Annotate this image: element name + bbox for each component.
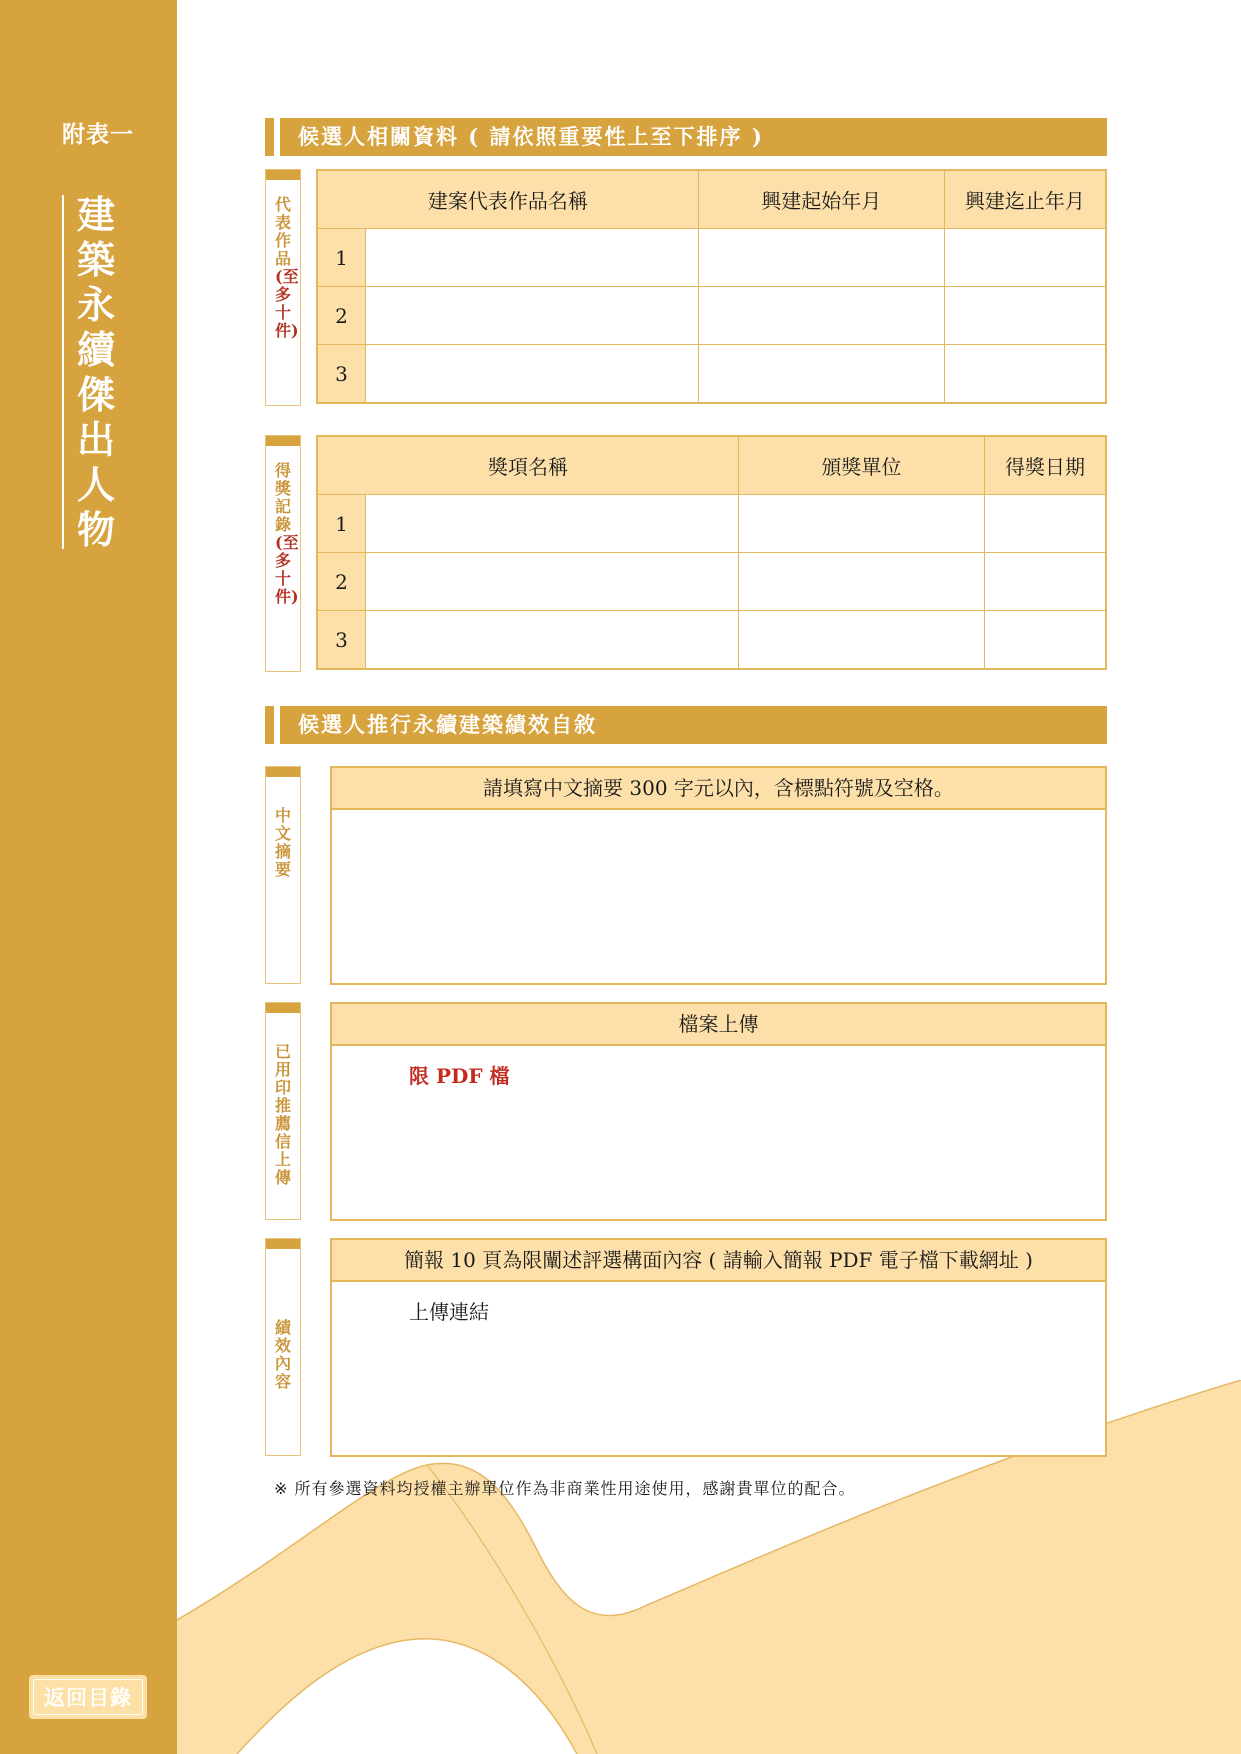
end-date-cell[interactable] — [944, 287, 1106, 345]
back-to-contents-label: 返回目錄 — [33, 1679, 143, 1715]
award-name-cell[interactable] — [366, 495, 739, 553]
table-header-row — [317, 170, 1106, 229]
awards-table — [316, 435, 1107, 670]
work-name-cell[interactable] — [366, 287, 699, 345]
row-number: 2 — [317, 287, 366, 345]
table-row — [317, 553, 1106, 611]
table-row — [317, 229, 1106, 287]
side-label-upload-text: 已用印推薦信上傳 — [275, 1042, 292, 1187]
row-number: 2 — [317, 553, 366, 611]
section-title: 候選人相關資料 ( 請依照重要性上至下排序 ) — [298, 124, 764, 149]
side-label-awards-note: (至多十件) — [275, 533, 299, 606]
column-header: 建案代表作品名稱 — [317, 170, 698, 229]
award-org-cell[interactable] — [738, 553, 984, 611]
table-row — [317, 495, 1106, 553]
appendix-label: 附表一 — [62, 121, 134, 148]
side-label-abstract — [265, 766, 301, 984]
side-label-abstract-text: 中文摘要 — [275, 806, 292, 879]
award-date-cell[interactable] — [984, 553, 1106, 611]
side-label-performance — [265, 1238, 301, 1456]
row-number: 3 — [317, 345, 366, 404]
performance-box[interactable] — [330, 1238, 1107, 1457]
side-label-works-note: (至多十件) — [275, 267, 299, 340]
side-label-performance-text: 績效內容 — [275, 1318, 292, 1391]
abstract-box[interactable] — [330, 766, 1107, 985]
upload-box[interactable] — [330, 1002, 1107, 1221]
vertical-category-title: 建築永續傑出人物 — [76, 192, 115, 552]
upload-header: 檔案上傳 — [332, 1004, 1105, 1046]
award-date-cell[interactable] — [984, 495, 1106, 553]
left-sidebar — [0, 0, 177, 1754]
row-number: 1 — [317, 229, 366, 287]
work-name-cell[interactable] — [366, 345, 699, 404]
column-header: 興建起始年月 — [698, 170, 944, 229]
abstract-header: 請填寫中文摘要 300 字元以內，含標點符號及空格。 — [332, 768, 1105, 810]
start-date-cell[interactable] — [698, 229, 944, 287]
award-org-cell[interactable] — [738, 495, 984, 553]
section-header-candidate-info — [265, 118, 1107, 156]
award-org-cell[interactable] — [738, 611, 984, 670]
table-row — [317, 345, 1106, 404]
column-header: 頒獎單位 — [738, 436, 984, 495]
work-name-cell[interactable] — [366, 229, 699, 287]
side-label-works-main: 代表作品 — [275, 195, 292, 268]
column-header: 興建迄止年月 — [944, 170, 1106, 229]
performance-header: 簡報 10 頁為限闡述評選構面內容 ( 請輸入簡報 PDF 電子檔下載網址 ) — [332, 1240, 1105, 1282]
upload-link[interactable]: 上傳連結 — [409, 1300, 489, 1324]
start-date-cell[interactable] — [698, 345, 944, 404]
side-label-awards — [265, 435, 301, 672]
footnote: ※ 所有參選資料均授權主辦單位作為非商業性用途使用，感謝貴單位的配合。 — [274, 1479, 856, 1498]
table-header-row — [317, 436, 1106, 495]
award-date-cell[interactable] — [984, 611, 1106, 670]
side-label-upload — [265, 1002, 301, 1220]
column-header: 得獎日期 — [984, 436, 1106, 495]
end-date-cell[interactable] — [944, 229, 1106, 287]
award-name-cell[interactable] — [366, 553, 739, 611]
section-header-performance — [265, 706, 1107, 744]
table-row — [317, 611, 1106, 670]
row-number: 1 — [317, 495, 366, 553]
section-title: 候選人推行永續建築績效自敘 — [298, 712, 597, 737]
side-label-works — [265, 169, 301, 406]
side-label-awards-main: 得獎記錄 — [275, 461, 292, 534]
row-number: 3 — [317, 611, 366, 670]
end-date-cell[interactable] — [944, 345, 1106, 404]
title-divider-line — [62, 195, 64, 549]
column-header: 獎項名稱 — [317, 436, 738, 495]
start-date-cell[interactable] — [698, 287, 944, 345]
works-table — [316, 169, 1107, 404]
back-to-contents-button[interactable] — [29, 1675, 147, 1719]
table-row — [317, 287, 1106, 345]
pdf-only-note: 限 PDF 檔 — [409, 1064, 510, 1088]
award-name-cell[interactable] — [366, 611, 739, 670]
